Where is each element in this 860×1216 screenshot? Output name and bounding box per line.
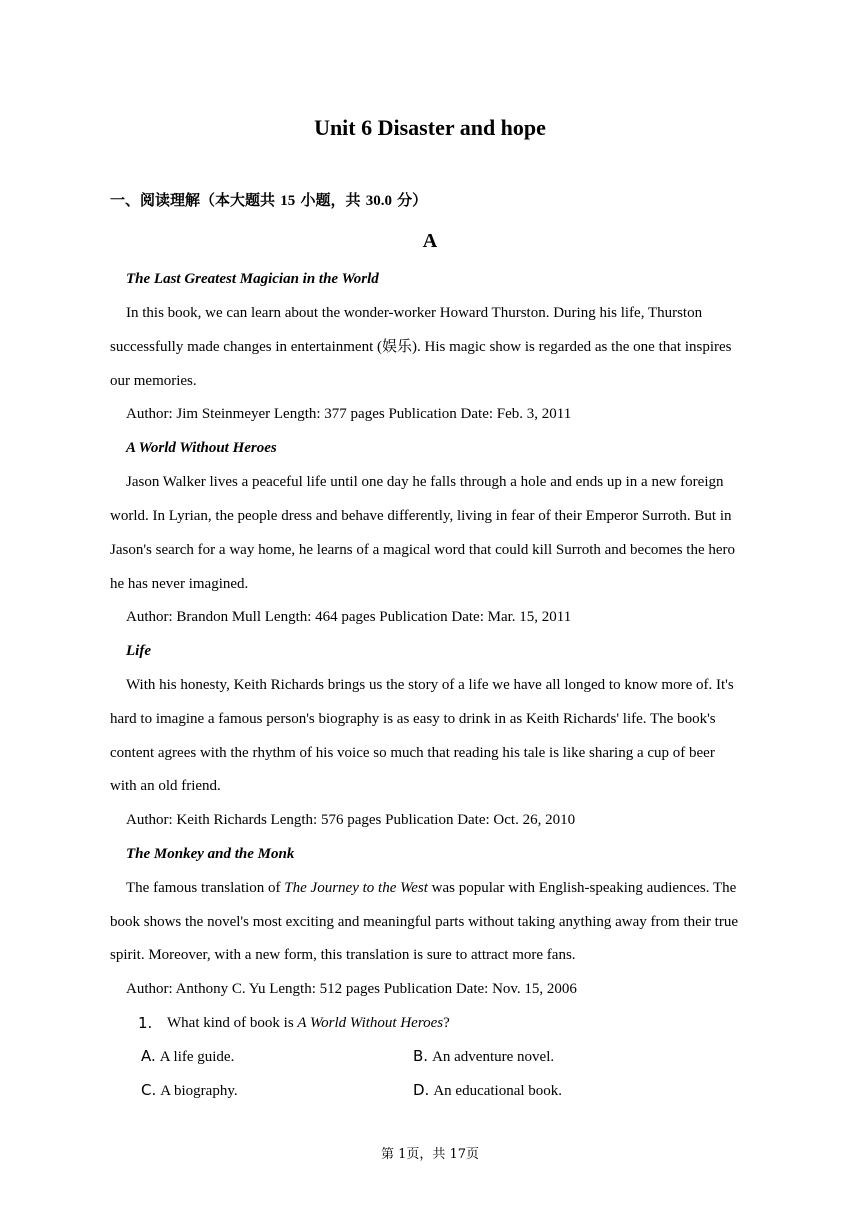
book-description-line: world. In Lyrian, the people dress and behave differently, living in fear of their Emperor Surroth. But in	[110, 508, 732, 524]
option-letter: A.	[141, 1047, 156, 1065]
book-description-line: content agrees with the rhythm of his voice so much that reading his tale is like sharing a cup of beer	[110, 745, 715, 761]
option-text: A life guide.	[159, 1049, 235, 1065]
question-text-post: ?	[443, 1015, 450, 1031]
book-description-line: he has never imagined.	[110, 576, 249, 592]
option-letter: D.	[413, 1081, 430, 1099]
question-number: 1.	[138, 1014, 153, 1032]
book-description-line: hard to imagine a famous person's biography is as easy to drink in as Keith Richards' life. The book's	[110, 711, 716, 727]
book-description-line	[126, 878, 736, 898]
book-title: The Last Greatest Magician in the World	[126, 271, 379, 287]
book-description-text: The famous translation of	[126, 880, 285, 896]
answer-option-b	[413, 1046, 554, 1067]
option-text: A biography.	[160, 1083, 238, 1099]
answer-option-a	[141, 1046, 234, 1067]
book-description-line: with an old friend.	[110, 778, 221, 794]
book-info: Author: Anthony C. Yu Length: 512 pages Publication Date: Nov. 15, 2006	[126, 981, 577, 997]
book-description-line: spirit. Moreover, with a new form, this translation is sure to attract more fans.	[110, 947, 576, 963]
referenced-book-title: The Journey to the West	[284, 880, 428, 896]
question-book-title: A World Without Heroes	[297, 1015, 444, 1031]
book-info: Author: Keith Richards Length: 576 pages Publication Date: Oct. 26, 2010	[126, 812, 576, 828]
total-score: 30.0	[365, 193, 392, 209]
book-description-line: book shows the novel's most exciting and meaningful parts without taking anything away from their true	[110, 914, 739, 930]
option-letter: C.	[141, 1081, 157, 1099]
document-title: Unit 6 Disaster and hope	[314, 115, 546, 140]
book-title: A World Without Heroes	[126, 440, 277, 456]
page-footer: 第 1页，共 17页	[380, 1147, 480, 1162]
book-description-text: was popular with English-speaking audiences. The	[427, 880, 737, 896]
question-text-pre: What kind of book is	[167, 1015, 298, 1031]
section-heading-mid: 小题，共	[295, 191, 366, 209]
book-info: Author: Jim Steinmeyer Length: 377 pages Publication Date: Feb. 3, 2011	[126, 406, 572, 422]
answer-option-d	[413, 1080, 562, 1101]
section-heading	[110, 189, 427, 212]
passage-letter: A	[422, 230, 438, 252]
question-text	[167, 1013, 450, 1033]
option-letter: B.	[413, 1047, 429, 1065]
book-title: Life	[126, 643, 151, 659]
book-description-line: In this book, we can learn about the wonder-worker Howard Thurston. During his life, Thurston	[126, 305, 703, 321]
book-description-line: Jason's search for a way home, he learns of a magical word that could kill Surroth and becomes the hero	[110, 542, 736, 558]
option-text: An educational book.	[433, 1083, 563, 1099]
book-description-line: successfully made changes in entertainment (娱乐). His magic show is regarded as the one that inspires	[110, 339, 732, 355]
book-description-line: Jason Walker lives a peaceful life until one day he falls through a hole and ends up in a new foreign	[126, 474, 724, 490]
question-count: 15	[280, 193, 296, 209]
book-description-line: With his honesty, Keith Richards brings us the story of a life we have all longed to know more of. It's	[126, 677, 734, 693]
section-heading-end: 分）	[391, 191, 428, 209]
book-title: The Monkey and the Monk	[126, 846, 295, 862]
book-description-line: our memories.	[110, 373, 197, 389]
book-info: Author: Brandon Mull Length: 464 pages Publication Date: Mar. 15, 2011	[126, 609, 572, 625]
option-text: An adventure novel.	[432, 1049, 555, 1065]
section-heading-label: 一、阅读理解（本大题共	[110, 191, 281, 209]
answer-option-c	[141, 1080, 238, 1101]
